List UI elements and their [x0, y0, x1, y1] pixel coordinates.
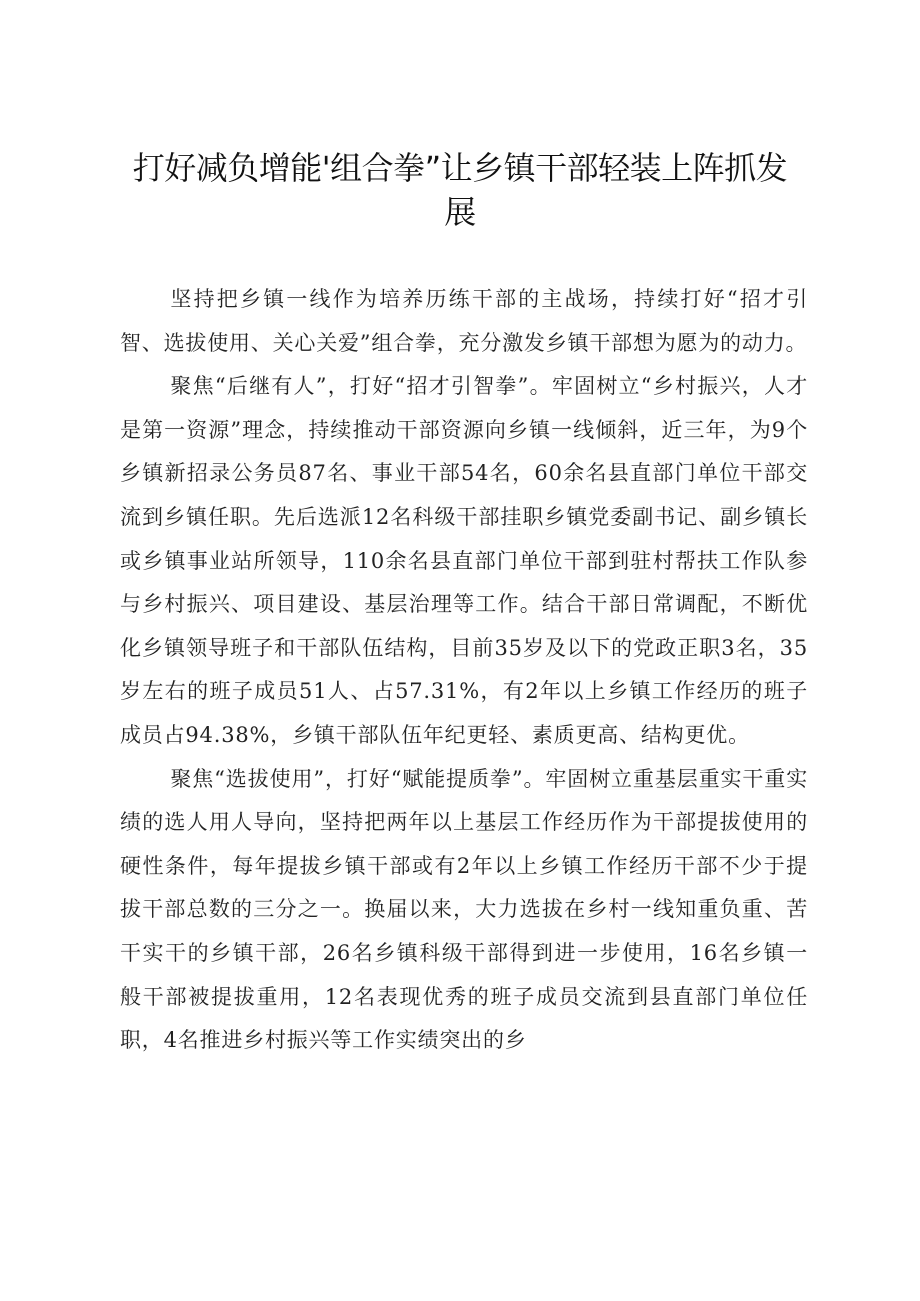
- paragraph-intro: 坚持把乡镇一线作为培养历练干部的主战场，持续打好“招才引智、选拔使用、关心关爱”组合拳，充分激发乡镇干部想为愿为的动力。: [120, 287, 808, 355]
- document-body: [120, 278, 808, 1063]
- document-title: 打好减负增能'组合拳”让乡镇干部轻装上阵抓发展: [132, 149, 788, 231]
- paragraph-talent-recruitment: 聚焦“后继有人”，打好“招才引智拳”。牢固树立“乡村振兴，人才是第一资源”理念，持续推动干部资源向乡镇一线倾斜，近三年，为9个乡镇新招录公务员87名、事业干部54名，60余名县直部门单位干部交流到乡镇任职。先后选派12名科级干部挂职乡镇党委副书记、副乡镇长或乡镇事业站所领导，110余名县直部门单位干部到驻村帮扶工作队参与乡村振兴、项目建设、基层治理等工作。结合干部日常调配，不断优化乡镇领导班子和干部队伍结构，目前35岁及以下的党政正职3名，35岁左右的班子成员51人、占57.31%，有2年以上乡镇工作经历的班子成员占94.38%，乡镇干部队伍年纪更轻、素质更高、结构更优。: [120, 374, 808, 747]
- paragraph-selection-use: 聚焦“选拔使用”，打好“赋能提质拳”。牢固树立重基层重实干重实绩的选人用人导向，坚持把两年以上基层工作经历作为干部提拔使用的硬性条件，每年提拔乡镇干部或有2年以上乡镇工作经历干部不少于提拔干部总数的三分之一。换届以来，大力选拔在乡村一线知重负重、苦干实干的乡镇干部，26名乡镇科级干部得到进一步使用，16名乡镇一般干部被提拔重用，12名表现优秀的班子成员交流到县直部门单位任职，4名推进乡村振兴等工作实绩突出的乡: [120, 766, 808, 1053]
